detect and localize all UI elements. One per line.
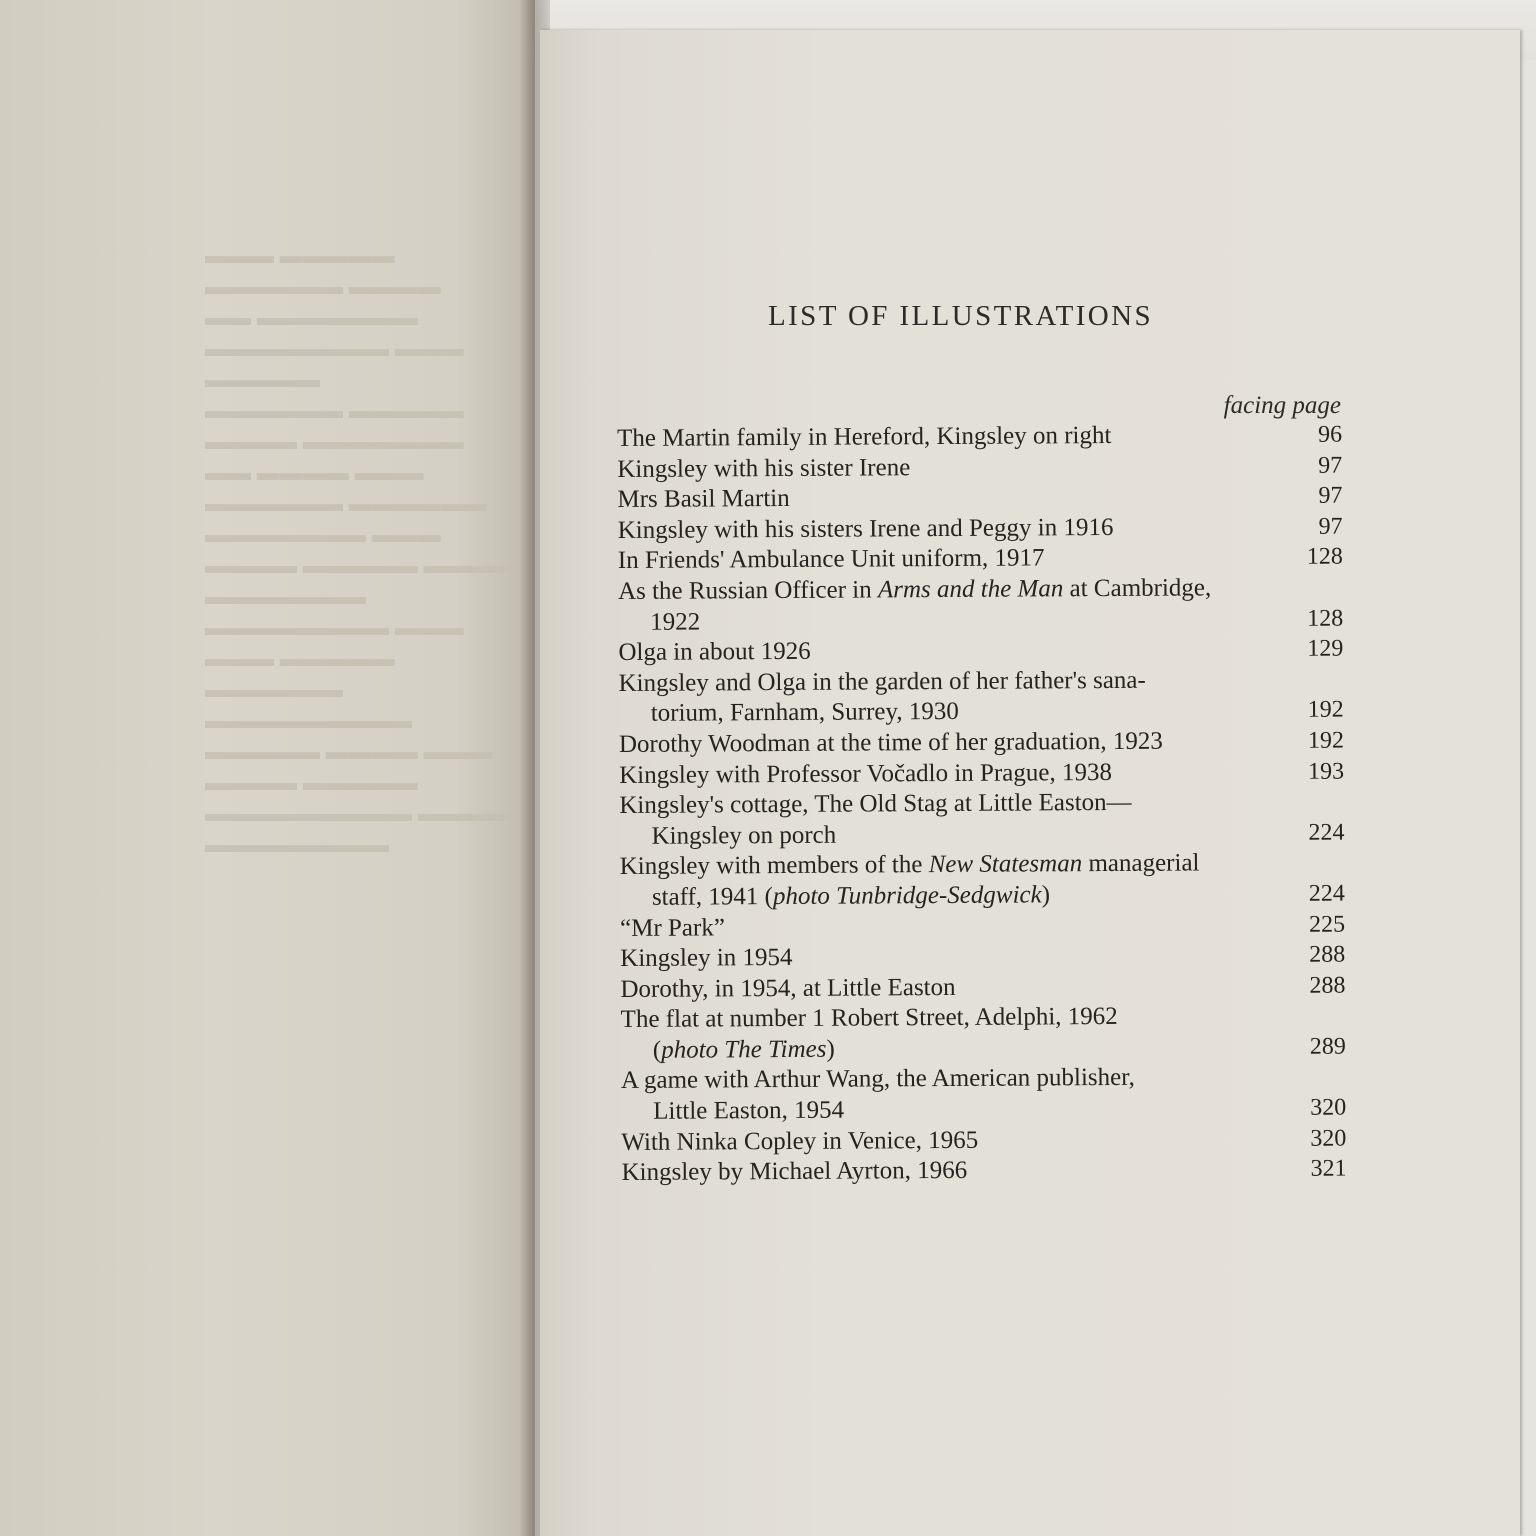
caption-text: ): [1041, 881, 1051, 909]
entry-page-number: 193: [1308, 758, 1345, 785]
caption-text: The flat at number 1 Robert Street, Adelphi, 1962: [620, 1003, 1118, 1034]
list-item: [619, 787, 1344, 853]
caption-text: Kingsley on porch: [651, 821, 837, 850]
entry-page-number: 192: [1307, 727, 1345, 754]
caption-text: Little Easton, 1954: [653, 1096, 845, 1125]
entry-caption-line: [621, 1062, 1346, 1097]
entry-caption-line: [620, 970, 1345, 1005]
entry-page-number: 97: [1318, 513, 1343, 540]
entry-page-number: 289: [1309, 1033, 1346, 1060]
caption-text: Kingsley's cottage, The Old Stag at Little Easton—: [619, 788, 1132, 820]
entry-page-number: 321: [1310, 1155, 1347, 1183]
entry-caption-line: [620, 940, 1345, 975]
entry-caption-line: [618, 664, 1343, 699]
illustration-list: [617, 420, 1347, 1189]
list-item: [618, 542, 1343, 577]
caption-text: In Friends' Ambulance Unit uniform, 1917: [617, 544, 1045, 575]
entry-caption-line: [621, 1123, 1346, 1158]
list-item: [621, 1062, 1346, 1128]
caption-text: Olga in about 1926: [618, 637, 811, 667]
list-item: [621, 1154, 1346, 1189]
list-item: [620, 970, 1345, 1005]
caption-text: The Martin family in Hereford, Kingsley on right: [617, 421, 1112, 452]
list-item: [619, 726, 1344, 761]
entry-caption-line: [619, 756, 1344, 791]
caption-text: Kingsley with his sisters Irene and Peggy in 1916: [617, 513, 1114, 544]
entry-page-number: 288: [1309, 941, 1346, 968]
entry-page-number: 320: [1310, 1125, 1347, 1152]
caption-text: Kingsley by Michael Ayrton, 1966: [621, 1157, 968, 1187]
entry-caption-line: [617, 481, 1342, 516]
column-label: facing page: [1223, 392, 1341, 419]
list-item: [620, 848, 1345, 914]
entry-caption-line: [619, 695, 1344, 730]
show-through-text: ▬▬▬▬▬ ▬▬▬ ▬▬▬▬ ▬▬▬▬▬▬ ▬▬▬▬▬▬▬ ▬▬ ▬▬▬ ▬▬▬▬▬▬▬▬ ▬▬▬▬▬ ▬▬▬▬▬ ▬▬▬▬▬▬ ▬▬▬▬▬▬▬ ▬▬▬▬ ▬▬▬ ▬▬▬▬ ▬▬ ▬▬▬▬▬▬ ▬▬▬▬▬▬ ▬▬▬ ▬▬▬▬▬▬▬ ▬▬▬▬ ▬▬▬▬▬ ▬▬▬▬ ▬▬▬▬▬▬▬ ▬▬▬ ▬▬▬▬▬▬▬▬ ▬▬▬▬▬ ▬▬▬ ▬▬▬▬▬▬ ▬▬▬▬▬▬▬▬▬ ▬▬▬ ▬▬▬▬ ▬▬▬▬▬ ▬▬▬▬▬ ▬▬▬▬ ▬▬▬▬ ▬▬▬▬▬▬▬▬▬ ▬▬▬▬▬▬▬▬: [205, 243, 516, 857]
caption-italic-text: photo The Times: [661, 1035, 827, 1064]
entry-page-number: 224: [1308, 880, 1345, 907]
list-item: [620, 909, 1345, 944]
caption-text: Kingsley with members of the: [619, 851, 929, 881]
caption-text: managerial: [1082, 849, 1200, 878]
entry-caption-line: [621, 1154, 1346, 1189]
list-item: [617, 450, 1342, 485]
list-item: [621, 1001, 1346, 1067]
caption-text: With Ninka Copley in Venice, 1965: [621, 1126, 979, 1156]
caption-italic-text: Arms and the Man: [877, 575, 1064, 604]
list-item: [618, 573, 1343, 639]
left-page: [0, 0, 535, 1536]
entry-caption-line: [618, 573, 1343, 608]
caption-text: torium, Farnham, Surrey, 1930: [650, 698, 959, 728]
caption-text: Dorothy Woodman at the time of her graduation, 1923: [618, 727, 1163, 758]
list-item: [617, 420, 1342, 455]
entry-caption-line: [617, 420, 1342, 455]
caption-text: Kingsley and Olga in the garden of her father's sana-: [618, 666, 1146, 697]
entry-caption-line: [620, 909, 1345, 944]
caption-text: Mrs Basil Martin: [617, 485, 790, 514]
list-item: [618, 634, 1343, 669]
entry-page-number: 192: [1307, 696, 1344, 724]
entry-page-number: 96: [1317, 421, 1343, 448]
caption-text: “Mr Park”: [619, 913, 725, 942]
entry-page-number: 129: [1307, 635, 1344, 662]
list-item: [618, 664, 1343, 730]
caption-text: Kingsley with his sister Irene: [617, 453, 911, 483]
caption-text: 1922: [650, 608, 701, 636]
entry-caption-line: [618, 542, 1343, 577]
entry-page-number: 97: [1318, 452, 1343, 479]
show-through-area: [205, 240, 535, 1140]
entry-caption-line: [621, 1001, 1346, 1036]
list-item: [621, 1123, 1346, 1158]
caption-italic-text: New Statesman: [928, 850, 1083, 879]
entry-page-number: 225: [1308, 911, 1346, 938]
entry-caption-line: [618, 603, 1343, 638]
entry-caption-line: [621, 1093, 1346, 1128]
caption-italic-text: photo Tunbridge-Sedgwick: [772, 881, 1042, 910]
entry-caption-line: [618, 511, 1343, 546]
entry-caption-line: [617, 450, 1342, 485]
page-title: LIST OF ILLUSTRATIONS: [768, 300, 1153, 332]
caption-text: Dorothy, in 1954, at Little Easton: [620, 973, 956, 1003]
entry-page-number: 128: [1307, 605, 1344, 632]
entry-page-number: 224: [1308, 819, 1345, 846]
caption-text: (: [652, 1036, 662, 1064]
list-item: [617, 481, 1342, 516]
entry-page-number: 320: [1310, 1094, 1347, 1121]
entry-caption-line: [620, 848, 1345, 883]
entry-caption-line: [619, 787, 1344, 822]
list-item: [619, 756, 1344, 791]
list-item: [618, 511, 1343, 546]
caption-text: Kingsley in 1954: [620, 944, 793, 973]
entry-page-number: 97: [1318, 482, 1343, 509]
caption-text: As the Russian Officer in: [617, 576, 879, 605]
caption-text: A game with Arthur Wang, the American publisher,: [620, 1064, 1135, 1095]
entry-page-number: 288: [1309, 972, 1346, 999]
caption-text: at Cambridge,: [1063, 574, 1212, 603]
entry-caption-line: [621, 1031, 1346, 1066]
entry-page-number: 128: [1306, 543, 1343, 571]
entry-caption-line: [618, 634, 1343, 669]
caption-text: Kingsley with Professor Vočadlo in Prague, 1938: [619, 758, 1113, 789]
caption-text: staff, 1941 (: [651, 882, 774, 911]
entry-caption-line: [620, 878, 1345, 913]
entry-caption-line: [619, 817, 1344, 852]
caption-text: ): [826, 1035, 835, 1063]
entry-caption-line: [619, 726, 1344, 761]
list-item: [620, 940, 1345, 975]
